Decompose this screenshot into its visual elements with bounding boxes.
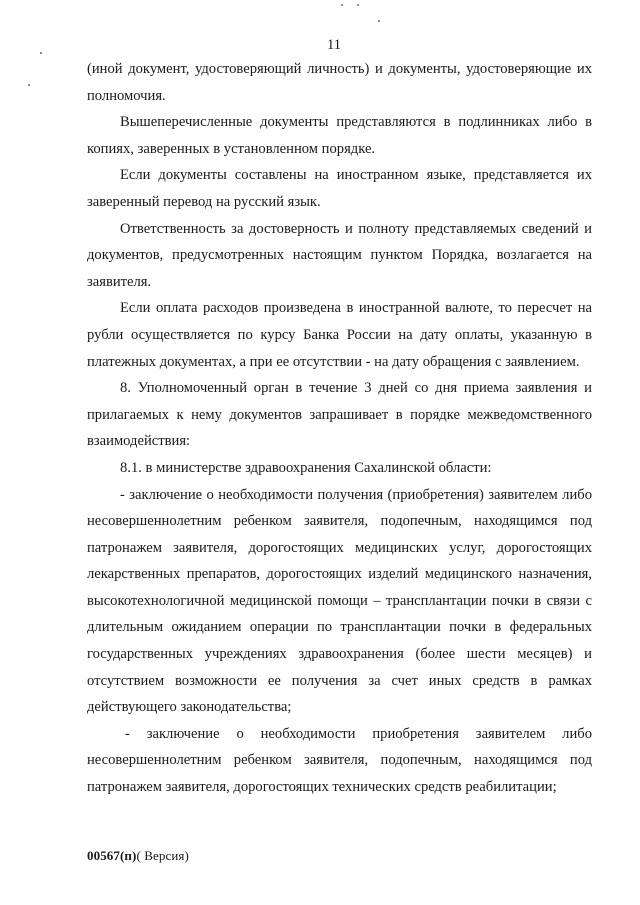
scan-speck xyxy=(378,20,380,22)
page-number: 11 xyxy=(327,37,341,53)
scan-speck xyxy=(341,4,343,6)
document-version: ( Версия) xyxy=(136,848,189,863)
paragraph-foreign-language: Если документы составлены на иностранном языке, представляется их заверенный перевод на русский язык. xyxy=(87,167,592,210)
paragraph-responsibility: Ответственность за достоверность и полноту представляемых сведений и документов, предусмотренных настоящим пунктом Порядка, возлагается на заявителя. xyxy=(87,220,592,290)
scan-speck xyxy=(357,4,359,6)
list-item-rehabilitation-conclusion: - заключение о необходимости приобретения заявителем либо несовершеннолетним ребенком заявителя, подопечным, находящимся под патронажем заявителя, дорогостоящих технических средств реабилитации; xyxy=(87,725,592,796)
footer xyxy=(87,848,189,864)
document-body xyxy=(87,56,592,801)
document-code: 00567(п) xyxy=(87,848,137,863)
paragraph-originals: Вышеперечисленные документы представляются в подлинниках либо в копиях, заверенных в установленном порядке. xyxy=(87,114,592,157)
paragraph-continuation: (иной документ, удостоверяющий личность) и документы, удостоверяющие их полномочия. xyxy=(87,61,592,104)
paragraph-section-8-1: 8.1. в министерстве здравоохранения Сахалинской области: xyxy=(120,459,492,476)
list-item-medical-conclusion: - заключение о необходимости получения (приобретения) заявителем либо несовершеннолетним ребенком заявителя, подопечным, находящимся под патронажем заявителя, дорогостоящих медицинских услуг, дорогостоящих лекарственных препаратов, дорогостоящих изделий медицинского назначения, высокотехнологичной медицинской помощи – трансплантации почки в связи с длительным ожиданием операции по трансплантации почки в федеральных государственных учреждениях здравоохранения (более шести месяцев) и отсутствием возможности ее получения за счет иных средств в рамках действующего законодательства; xyxy=(87,486,592,716)
paragraph-section-8: 8. Уполномоченный орган в течение 3 дней со дня приема заявления и прилагаемых к нему документов запрашивает в порядке межведомственного взаимодействия: xyxy=(87,380,592,450)
paragraph-currency: Если оплата расходов произведена в иностранной валюте, то пересчет на рубли осуществляется по курсу Банка России на дату оплаты, указанную в платежных документах, а при ее отсутствии - на дату обращения с заявлением. xyxy=(87,300,592,370)
scan-speck xyxy=(28,84,30,86)
